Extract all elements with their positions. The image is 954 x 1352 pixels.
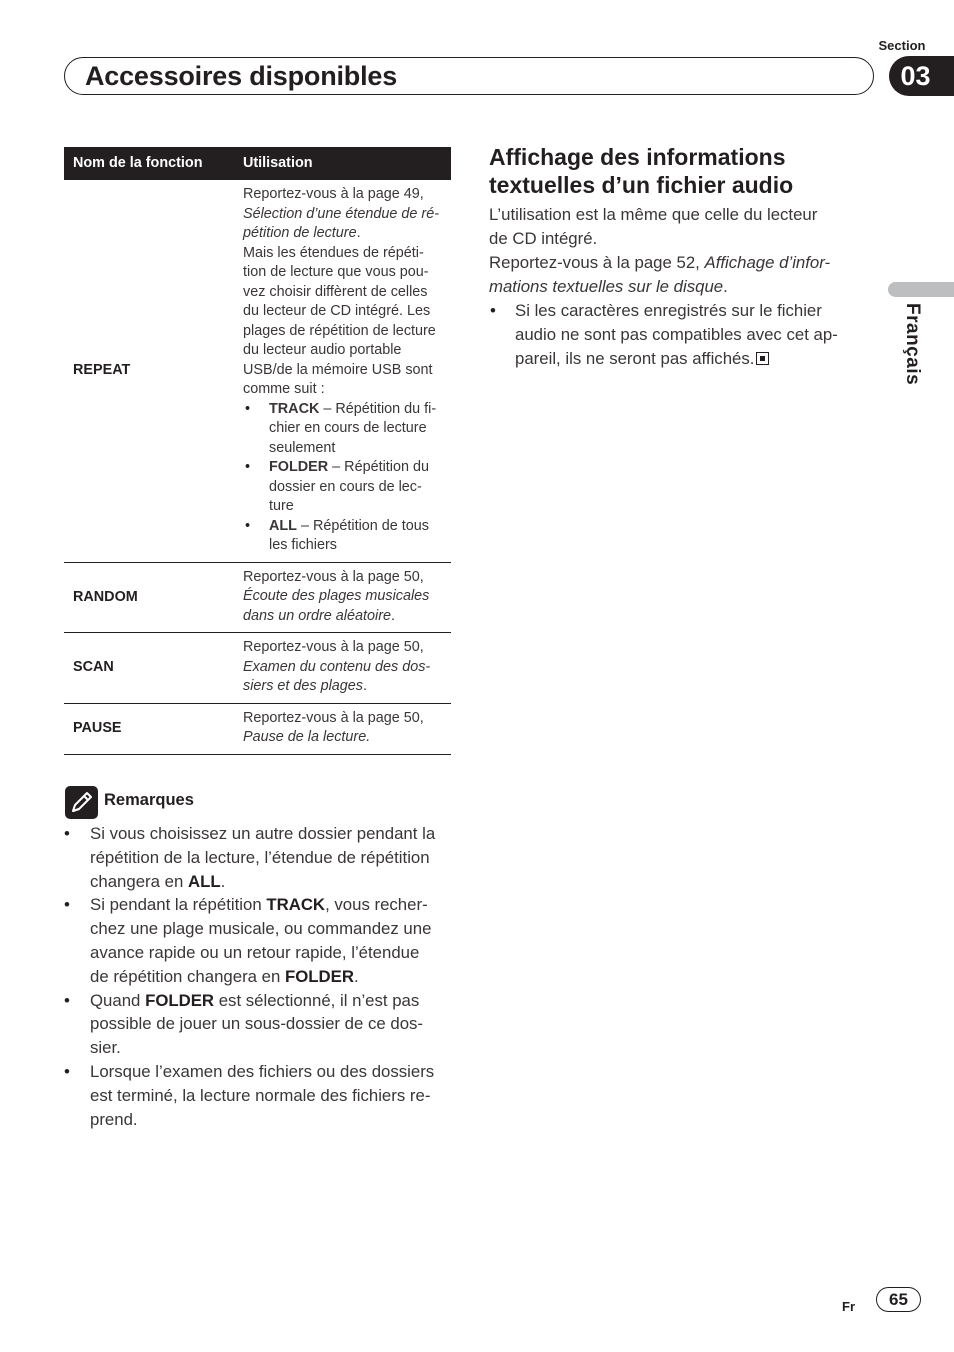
option-text: chier en cours de lecture [269,420,427,436]
reference-title-line [243,658,443,678]
note-text: de répétition changera en [90,966,285,986]
note-bold: ALL [187,871,221,891]
reference-title-line [243,205,443,225]
paragraph-line: de CD intégré. [489,229,598,248]
reference-title-line [243,728,443,748]
list-item [64,989,454,1060]
list-item [243,517,443,556]
note-line: possible de jouer un sous-dossier de ce dos- [90,1014,424,1034]
option-text: – Répétition de tous [296,517,429,534]
option-key: ALL [269,517,297,534]
note-line: prend. [90,1109,138,1129]
function-name: RANDOM [64,562,234,633]
table-row [64,180,451,562]
reference-end: . [356,225,361,241]
note-line: est terminé, la lecture normale des fichiers re- [90,1085,431,1105]
notes-list [64,822,454,1131]
description-line: plages de répétition de lecture [243,322,436,339]
section-heading [489,143,869,199]
note-text: Quand [90,990,146,1010]
footer-language: Fr [842,1299,855,1314]
list-item [243,458,443,517]
list-item [64,822,454,893]
page-reference: Reportez-vous à la page 50, [243,568,424,585]
language-tab-label: Français [902,303,923,386]
option-text: seulement [269,439,336,456]
function-table [64,147,451,755]
option-text: – Répétition du fi- [319,400,437,417]
reference-end: . [363,678,367,694]
list-item [64,1060,454,1131]
paragraph [489,203,869,251]
reference-title: Pause de la lecture. [243,729,371,745]
function-usage [234,180,451,562]
list-item [489,299,869,371]
option-key: TRACK [269,400,320,417]
list-item [64,893,454,988]
reference-title-line [243,677,443,697]
note-line: sier. [90,1038,121,1058]
language-tab-bar [888,282,954,297]
description-line: Mais les étendues de répéti- [243,244,424,261]
reference-title: siers et des plages [243,678,363,694]
reference-title: dans un ordre aléatoire [243,607,392,624]
section-number-badge: 03 [889,56,954,96]
note-line: avance rapide ou un retour rapide, l’étendue [90,942,420,962]
table-header-usage: Utilisation [234,147,451,180]
section-body [489,203,869,371]
page-reference: Reportez-vous à la page 50, [243,709,424,726]
reference-title-line [243,224,443,244]
function-usage [234,633,451,704]
page-reference: Reportez-vous à la page 49, [243,186,424,202]
note-bold: FOLDER [285,966,354,986]
option-text: les fichiers [269,537,337,553]
note-bold: TRACK [266,895,326,915]
notes-title: Remarques [104,791,194,809]
note-text: est sélectionné, il n’est pas [214,990,420,1010]
function-name: PAUSE [64,703,234,754]
function-usage [234,562,451,633]
note-text: , vous recher- [325,895,428,915]
reference-title-line [243,607,443,627]
table-row [64,562,451,633]
page-number: 65 [876,1287,921,1312]
reference-end: . [723,277,728,296]
list-item [243,400,443,459]
table-header-function: Nom de la fonction [64,147,234,180]
note-text: . [354,966,359,986]
function-name: SCAN [64,633,234,704]
paragraph [489,251,869,299]
title-bar [64,57,874,95]
function-name: REPEAT [64,180,234,562]
note-text: . [220,871,226,891]
reference-title: pétition de lecture [243,225,357,241]
table-row [64,703,451,754]
paragraph-line: L’utilisation est la même que celle du lecteur [489,205,818,224]
section-label: Section [878,38,926,53]
reference-title-line [243,587,443,607]
option-text: dossier en cours de lec- [269,478,422,495]
pencil-icon [65,786,98,819]
bullet-line: audio ne sont pas compatibles avec cet ap- [515,325,838,344]
description-line: USB/de la mémoire USB sont [243,361,433,378]
paragraph-text: Reportez-vous à la page 52, [489,253,705,272]
function-usage [234,703,451,754]
reference-end: . [391,607,396,624]
note-text: Si pendant la répétition [90,895,267,915]
note-line: • Lorsque l’examen des fichiers ou des dossiers [90,1061,435,1081]
heading-line: Affichage des informations [489,144,786,170]
note-line: répétition de la lecture, l’étendue de répétition [90,847,430,867]
option-key: FOLDER [269,459,329,475]
note-bold: FOLDER [145,990,215,1010]
note-line: chez une plage musicale, ou commandez une [90,919,432,939]
page-title: Accessoires disponibles [85,61,398,91]
heading-line: textuelles d’un fichier audio [489,172,794,198]
note-text: changera en [90,871,188,891]
table-header-row [64,147,451,180]
description-line: comme suit : [243,381,325,397]
option-text: ture [269,498,294,514]
bullet-list [489,299,869,371]
reference-title: Écoute des plages musicales [243,588,430,604]
end-of-section-icon [756,352,769,365]
note-line: • Si vous choisissez un autre dossier pendant la [90,824,436,843]
page-reference: Reportez-vous à la page 50, [243,639,424,655]
description-line: du lecteur audio portable [243,342,402,358]
repeat-options-list [243,400,443,556]
reference-title: Affichage d’infor- [704,253,831,272]
option-text: – Répétition du [328,459,429,475]
description-line: vez choisir diffèrent de celles [243,283,428,300]
reference-title: Sélection d’une étendue de ré- [243,205,440,222]
reference-title: mations textuelles sur le disque [489,277,724,296]
bullet-line: pareil, ils ne seront pas affichés. [515,349,755,368]
table-row [64,633,451,704]
bullet-line: • Si les caractères enregistrés sur le fichier [515,301,822,320]
reference-title: Examen du contenu des dos- [243,658,431,675]
description-line: du lecteur de CD intégré. Les [243,303,431,319]
description-line: tion de lecture que vous pou- [243,264,429,280]
